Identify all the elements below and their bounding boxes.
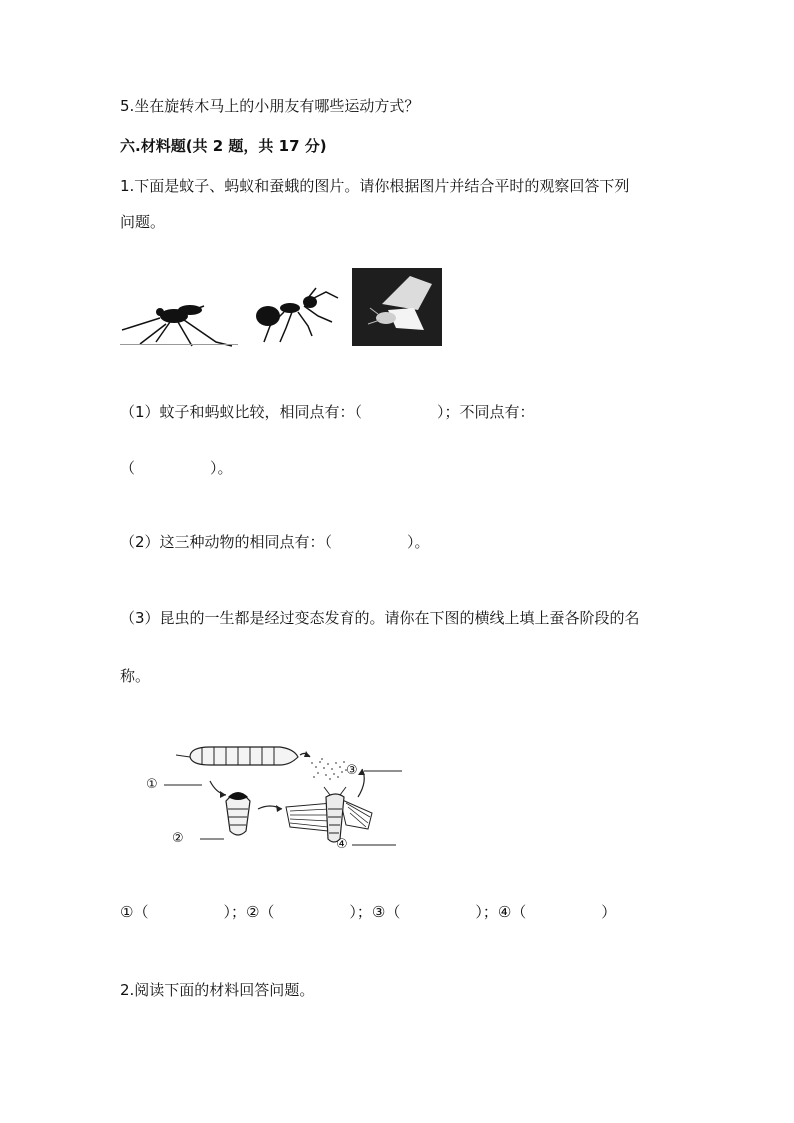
stage-label-2: ② [172,831,184,846]
question-2: 2.阅读下面的材料回答问题。 [120,981,315,999]
section-title: 六.材料题(共 2 题，共 17 分) [120,137,327,155]
stage-label-3: ③ [346,763,358,778]
question-1-line1: 1.下面是蚊子、蚂蚁和蚕蛾的图片。请你根据图片并结合平时的观察回答下列 [120,177,630,195]
sub-question-3-line2: 称。 [120,667,151,685]
stage-label-1: ① [146,777,158,792]
mosquito-image [120,290,238,350]
silkmoth-image [352,268,442,346]
larva-drawing [176,747,298,765]
question-1-line2: 问题。 [120,213,166,231]
silkworm-lifecycle-diagram [140,735,410,855]
sub-question-3-line1: （3）昆虫的一生都是经过变态发育的。请你在下图的横线上填上蚕各阶段的名 [120,609,640,627]
sub-question-2: （2）这三种动物的相同点有：（ ）。 [120,533,430,551]
eggs-drawing [311,758,347,780]
stage-label-4: ④ [336,837,348,852]
stage-answer-blanks: ①（ ）；②（ ）；③（ ）；④（ ） [120,903,617,921]
pupa-drawing [226,792,250,835]
ant-image [250,286,340,346]
sub-question-1-line1: （1）蚊子和蚂蚁比较，相同点有：（ ）；不同点有： [120,403,535,421]
sub-question-1-line2: （ ）。 [120,459,233,477]
question-5: 5.坐在旋转木马上的小朋友有哪些运动方式？ [120,97,420,115]
